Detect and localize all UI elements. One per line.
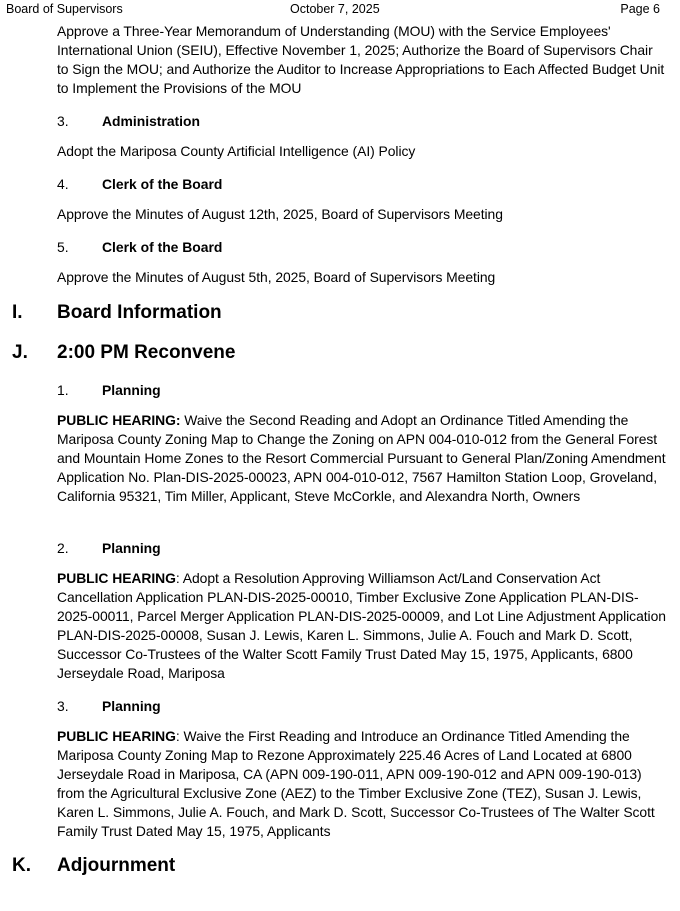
- item-description: Approve the Minutes of August 5th, 2025, Board of Supervisors Meeting: [57, 269, 496, 285]
- item-number: 3.: [57, 698, 69, 714]
- item-text: : Adopt a Resolution Approving Williamson Act/Land Conservation Act Cancellation Application PLAN-DIS-2025-00010, Timber Exclusive Zone Application PLAN-DIS-2025-00011, Parcel Merger Application PLAN-DIS-2025-00009, and Lot Line Adjustment Application PLAN-DIS-2025-00008, Susan J. Lewis, Karen L. Simmons, Julie A. Fouch and Mark D. Scott, Successor Co-Trustees of the Walter Scott Family Trust Dated May 15, 1975, Applicants, 6800 Jerseydale Road, Mariposa: [57, 570, 666, 681]
- item-number: 4.: [57, 176, 69, 192]
- header-date: October 7, 2025: [290, 2, 380, 16]
- item-number: 5.: [57, 239, 69, 255]
- public-hearing-label: PUBLIC HEARING: [57, 570, 176, 586]
- item-title: Planning: [102, 540, 161, 556]
- item-description: Adopt the Mariposa County Artificial Intelligence (AI) Policy: [57, 143, 416, 159]
- item-description: [57, 727, 667, 841]
- item-description: [57, 411, 667, 506]
- item-number: 1.: [57, 382, 69, 398]
- item-title: Planning: [102, 382, 161, 398]
- item-title: Administration: [102, 113, 201, 129]
- item-description: Approve the Minutes of August 12th, 2025, Board of Supervisors Meeting: [57, 206, 503, 222]
- section-title: Board Information: [57, 302, 222, 323]
- section-letter: I.: [12, 302, 23, 323]
- item-number: 3.: [57, 113, 69, 129]
- section-letter: J.: [12, 342, 28, 363]
- section-title: Adjournment: [57, 855, 176, 876]
- public-hearing-label: PUBLIC HEARING: [57, 728, 176, 744]
- header-board-name: Board of Supervisors: [6, 2, 123, 16]
- item-description: Approve a Three-Year Memorandum of Understanding (MOU) with the Service Employees' International Union (SEIU), Effective November 1, 2025; Authorize the Board of Supervisors Chair to Sign the MOU; and Authorize the Auditor to Increase Appropriations to Each Affected Budget Unit to Implement the Provisions of the MOU: [57, 23, 665, 96]
- public-hearing-label: PUBLIC HEARING:: [57, 412, 181, 428]
- page-header: [0, 0, 680, 18]
- section-letter: K.: [12, 855, 31, 876]
- section-title: 2:00 PM Reconvene: [57, 342, 236, 363]
- item-title: Clerk of the Board: [102, 239, 223, 255]
- header-page-number: Page 6: [620, 2, 660, 16]
- item-title: Planning: [102, 698, 161, 714]
- item-title: Clerk of the Board: [102, 176, 223, 192]
- item-number: 2.: [57, 540, 69, 556]
- item-text: : Waive the First Reading and Introduce an Ordinance Titled Amending the Mariposa County Zoning Map to Rezone Approximately 225.46 Acres of Land Located at 6800 Jerseydale Road in Mariposa, CA (APN 009-190-011, APN 009-190-012 and APN 009-190-013) from the Agricultural Exclusive Zone (AEZ) to the Timber Exclusive Zone (TEZ), Susan J. Lewis, Karen L. Simmons, Julie A. Fouch, and Mark D. Scott, Successor Co-Trustees of The Walter Scott Family Trust Dated May 15, 1975, Applicants: [57, 728, 655, 839]
- item-description: [57, 569, 667, 683]
- item-text: Waive the Second Reading and Adopt an Ordinance Titled Amending the Mariposa County Zoning Map to Change the Zoning on APN 004-010-012 from the General Forest and Mountain Home Zones to the Resort Commercial Pursuant to General Plan/Zoning Amendment Application No. Plan-DIS-2025-00023, APN 004-010-012, 7567 Hamilton Station Loop, Groveland, California 95321, Tim Miller, Applicant, Steve McCorkle, and Alexandra North, Owners: [57, 412, 666, 504]
